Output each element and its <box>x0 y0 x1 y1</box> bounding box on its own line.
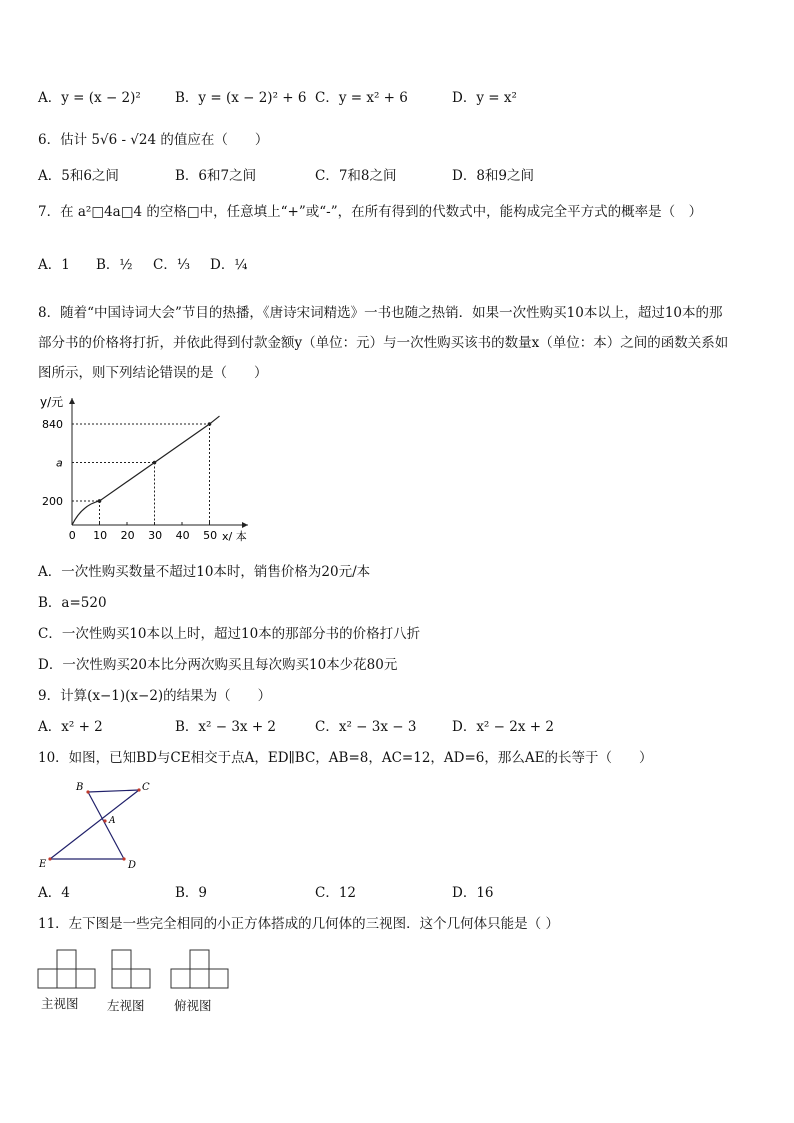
x-tick-label: 0 <box>68 529 76 542</box>
q7-option-c: C．⅓ <box>153 257 190 273</box>
q10-option-b: B．9 <box>175 885 208 901</box>
x-tick-label: 30 <box>148 529 163 542</box>
q8-option-b: B．a=520 <box>38 595 107 611</box>
segment-bc <box>88 790 139 792</box>
x-tick-label: 10 <box>93 529 108 542</box>
q7-stem: 7．在 a²□4a□4 的空格□中，任意填上“+”或“-”，在所有得到的代数式中，能构成完全平方式的概率是（ ） <box>38 204 703 220</box>
y-tick-label: 200 <box>42 494 63 508</box>
q8-option-c: C．一次性购买10本以上时，超过10本的那部分书的价格打八折 <box>38 626 421 642</box>
q8-stem-line1: 8．随着“中国诗词大会”节目的热播，《唐诗宋词精选》一书也随之热销．如果一次性购买10本以上，超过10本的那 <box>38 305 723 321</box>
q9-option-b: B．x² − 3x + 2 <box>175 719 277 735</box>
point-a-dot <box>103 819 106 822</box>
q6-option-c: C．7和8之间 <box>315 168 397 184</box>
q11-stem: 11．左下图是一些完全相同的小正方体搭成的几何体的三视图．这个几何体只能是（ ） <box>38 916 559 932</box>
q11-top-view-label: 俯视图 <box>174 998 212 1013</box>
x-axis-arrow <box>242 522 248 528</box>
q10-option-d: D．16 <box>452 885 494 901</box>
point-b-dot <box>86 790 89 793</box>
q6-option-a: A．5和6之间 <box>38 168 119 184</box>
label-b: B <box>76 782 84 793</box>
label-d: D <box>128 860 137 870</box>
q9-option-c: C．x² − 3x − 3 <box>315 719 417 735</box>
q8-option-d: D．一次性购买20本比分两次购买且每次购买10本少花80元 <box>38 657 398 673</box>
series-line <box>72 416 220 525</box>
q11-front-view <box>37 948 99 990</box>
q11-front-view-label: 主视图 <box>41 996 79 1011</box>
q7-option-d: D．¼ <box>210 257 248 273</box>
q11-side-view <box>110 948 154 990</box>
q8-stem-line3: 图所示，则下列结论错误的是（ ） <box>38 365 268 381</box>
x-tick-label: 40 <box>175 529 190 542</box>
q8-function-chart <box>34 392 264 548</box>
point-d-dot <box>122 857 125 860</box>
q7-option-b: B．½ <box>96 257 133 273</box>
label-e: E <box>39 859 47 870</box>
y-axis-label: y/元 <box>40 395 64 409</box>
q7-option-a: A．1 <box>38 257 70 273</box>
q10-option-a: A．4 <box>38 885 70 901</box>
q6-option-d: D．8和9之间 <box>452 168 535 184</box>
q9-option-a: A．x² + 2 <box>38 719 103 735</box>
q5-option-a: A．y = (x − 2)² <box>38 90 141 106</box>
q11-side-view-label: 左视图 <box>107 998 145 1013</box>
q11-top-view <box>169 948 231 990</box>
q10-stem: 10．如图，已知BD与CE相交于点A，ED∥BC，AB=8，AC=12，AD=6，那么AE的长等于（ ） <box>38 750 653 766</box>
q9-stem: 9．计算(x−1)(x−2)的结果为（ ） <box>38 688 272 704</box>
x-tick-label: 50 <box>203 529 218 542</box>
x-tick-label: 20 <box>120 529 135 542</box>
q5-option-d: D．y = x² <box>452 90 517 106</box>
y-tick-label: 840 <box>42 418 63 432</box>
q10-option-c: C．12 <box>315 885 357 901</box>
q8-stem-line2: 部分书的价格将打折，并依此得到付款金额y（单位：元）与一次性购买该书的数量x（单位：本）之间的函数关系如 <box>38 335 729 351</box>
q6-stem: 6．估计 5√6 - √24 的值应在（ ） <box>38 132 269 148</box>
point-e-dot <box>48 857 51 860</box>
q6-option-b: B．6和7之间 <box>175 168 257 184</box>
q5-option-b: B．y = (x − 2)² + 6 <box>175 90 307 106</box>
segment-ce <box>50 790 139 859</box>
label-c: C <box>142 782 150 793</box>
label-a: A <box>109 816 116 826</box>
y-axis-arrow <box>69 398 75 404</box>
q5-option-c: C．y = x² + 6 <box>315 90 408 106</box>
x-axis-label: x/ 本 <box>222 530 247 543</box>
point-c-dot <box>137 788 140 791</box>
q9-option-d: D．x² − 2x + 2 <box>452 719 554 735</box>
y-tick-label: a <box>56 456 63 470</box>
q8-option-a: A．一次性购买数量不超过10本时，销售价格为20元/本 <box>38 564 371 580</box>
q10-geometry-figure <box>36 778 156 870</box>
